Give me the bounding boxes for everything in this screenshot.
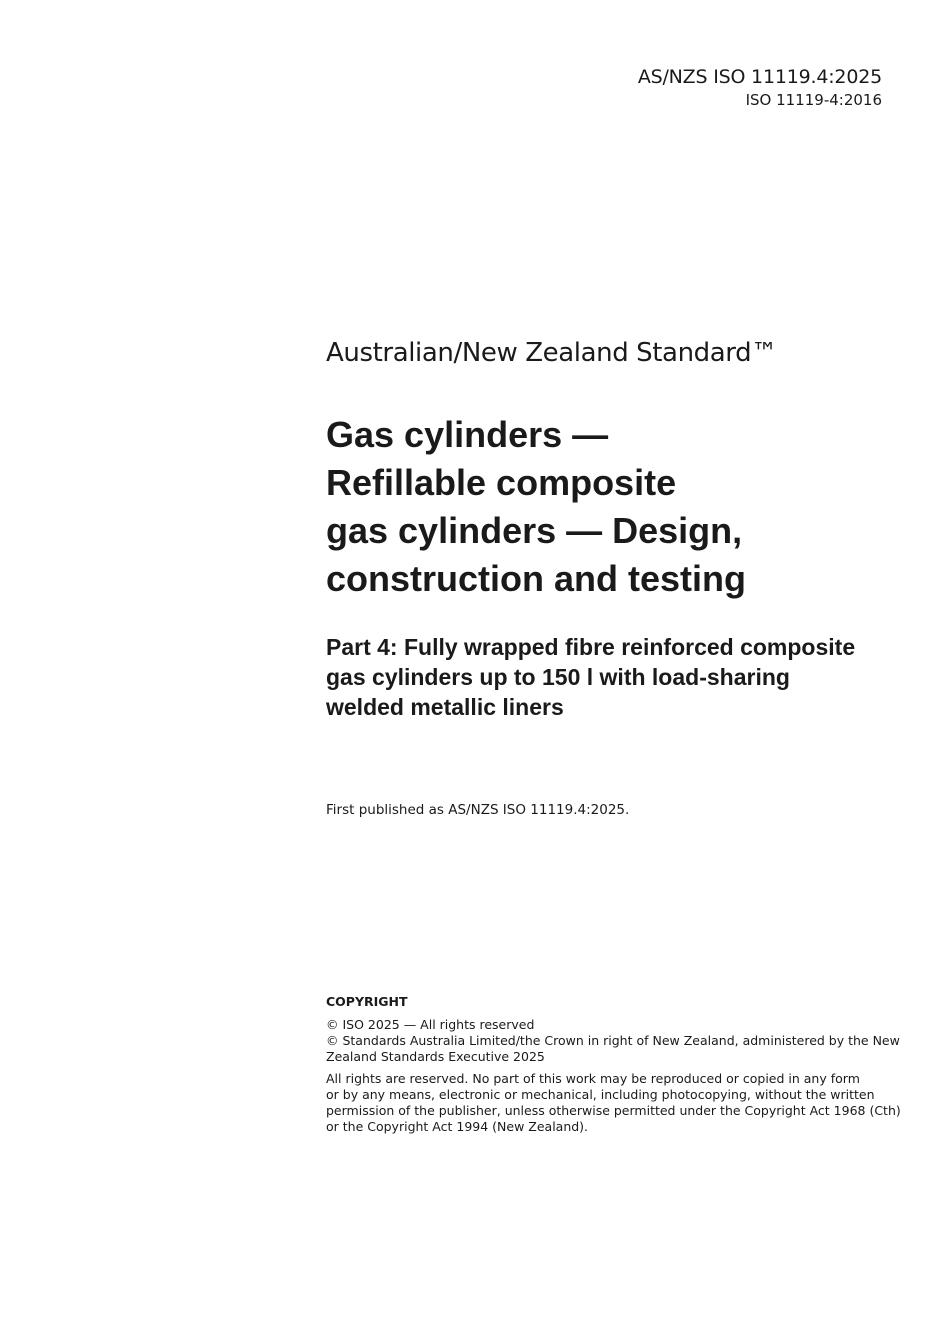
standard-designation: AS/NZS ISO 11119.4:2025 bbox=[637, 66, 882, 88]
part-title bbox=[326, 632, 906, 722]
document-identifiers bbox=[638, 64, 882, 110]
iso-reference: ISO 11119-4:2016 bbox=[745, 91, 882, 109]
copyright-notice-line: © Standards Australia Limited/the Crown in right of New Zealand, administered by the New bbox=[326, 1033, 900, 1048]
rights-statement-line: or by any means, electronic or mechanical, including photocopying, without the written bbox=[326, 1087, 875, 1102]
rights-statement-line: or the Copyright Act 1994 (New Zealand). bbox=[326, 1119, 589, 1134]
copyright-notice-line: Zealand Standards Executive 2025 bbox=[326, 1049, 545, 1064]
title-line: construction and testing bbox=[326, 558, 747, 599]
copyright-section bbox=[326, 994, 901, 1141]
rights-statement-line: All rights are reserved. No part of this work may be reproduced or copied in any form bbox=[326, 1071, 860, 1086]
part-title-line: Part 4: Fully wrapped fibre reinforced composite bbox=[326, 634, 856, 660]
copyright-notice-line: © ISO 2025 — All rights reserved bbox=[326, 1017, 535, 1032]
copyright-notice bbox=[326, 1017, 901, 1065]
title-line: Refillable composite bbox=[326, 462, 677, 503]
copyright-heading: COPYRIGHT bbox=[326, 994, 408, 1009]
rights-statement-line: permission of the publisher, unless otherwise permitted under the Copyright Act 1968 (Cth) bbox=[326, 1103, 901, 1118]
standard-label: Australian/New Zealand Standard™ bbox=[326, 338, 777, 368]
title-line: Gas cylinders — bbox=[326, 414, 609, 455]
part-title-line: gas cylinders up to 150 l with load-sharing bbox=[326, 664, 790, 690]
part-title-line: welded metallic liners bbox=[326, 694, 564, 720]
title-line: gas cylinders — Design, bbox=[326, 510, 743, 551]
rights-statement bbox=[326, 1071, 901, 1135]
page-title bbox=[326, 411, 886, 603]
publication-note: First published as AS/NZS ISO 11119.4:2025. bbox=[326, 802, 630, 818]
